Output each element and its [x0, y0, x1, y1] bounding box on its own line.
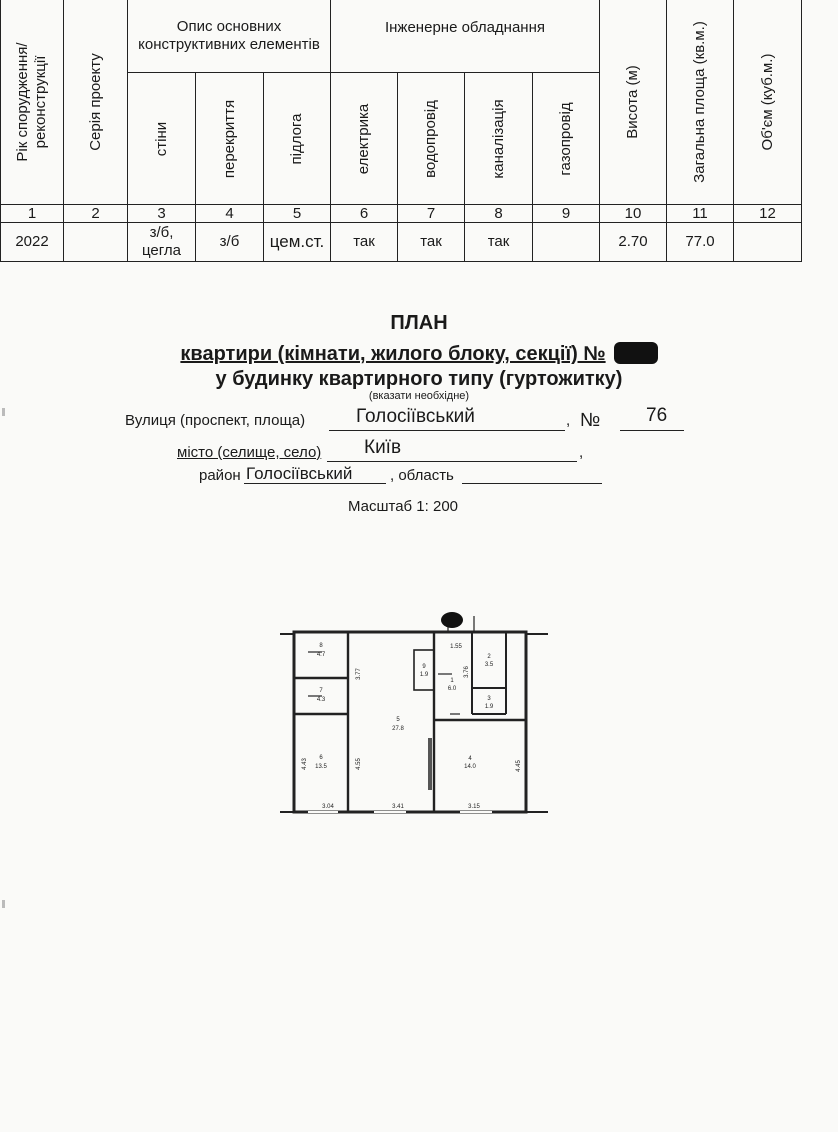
- city-value: Київ: [364, 437, 402, 458]
- value-area: 77.0: [667, 223, 734, 262]
- col-header-flooring: підлога: [264, 73, 331, 205]
- col-header-area: Загальна площа (кв.м.): [667, 0, 734, 205]
- region-label: , область: [390, 467, 454, 484]
- plan-scale: Масштаб 1: 200: [347, 498, 459, 515]
- col-header-electric: електрика: [331, 73, 398, 205]
- col-num-10: 10: [600, 205, 667, 223]
- room-6-num: 6: [319, 755, 323, 761]
- street-value: Голосіївський: [356, 406, 475, 427]
- room-8-area: 4.7: [316, 652, 326, 658]
- col-header-floors: перекриття: [196, 73, 264, 205]
- col-num-6: 6: [331, 205, 398, 223]
- plan-title: ПЛАН: [390, 312, 448, 334]
- margin-mark: [2, 900, 5, 908]
- margin-mark: [2, 408, 5, 416]
- col-num-5: 5: [264, 205, 331, 223]
- col-num-8: 8: [465, 205, 533, 223]
- col-num-1: 1: [0, 205, 64, 223]
- col-header-gas: газопровід: [533, 73, 600, 205]
- characteristics-table: [0, 0, 802, 262]
- dim-1: 1.55: [450, 644, 462, 650]
- room-7-num: 7: [319, 688, 323, 694]
- region-line: [462, 467, 602, 484]
- value-gas: [533, 223, 600, 262]
- district-label: район: [199, 467, 241, 484]
- col-num-2: 2: [64, 205, 128, 223]
- col-header-sewage: каналізація: [465, 73, 533, 205]
- city-label: місто (селище, село): [177, 444, 322, 461]
- number-label: №: [580, 410, 601, 431]
- col-header-year: Рік спорудження/ реконструкції: [0, 0, 64, 205]
- redacted-mark: [441, 612, 463, 628]
- room-6-area: 13.5: [315, 764, 327, 770]
- street-comma: ,: [566, 412, 571, 429]
- dim-5: 4.55: [356, 758, 362, 770]
- dim-3: 3.76: [464, 666, 470, 678]
- dim-2: 3.77: [356, 668, 362, 680]
- value-flooring: цем.ст.: [264, 223, 331, 262]
- dim-6: 4.45: [516, 760, 522, 772]
- plan-subtitle: [0, 342, 838, 366]
- col-num-3: 3: [128, 205, 196, 223]
- room-5-num: 5: [396, 717, 400, 723]
- value-year: 2022: [0, 223, 64, 262]
- dim-9: 3.15: [468, 804, 480, 810]
- street-label: Вулиця (проспект, площа): [125, 412, 306, 429]
- col-num-11: 11: [667, 205, 734, 223]
- redacted-apartment-number: [614, 342, 658, 364]
- value-volume: [734, 223, 802, 262]
- col-num-7: 7: [398, 205, 465, 223]
- value-water: так: [398, 223, 465, 262]
- plan-building-type: у будинку квартирного типу (гуртожитку): [215, 368, 623, 390]
- col-num-4: 4: [196, 205, 264, 223]
- room-7-area: 4.3: [316, 697, 326, 703]
- value-height: 2.70: [600, 223, 667, 262]
- dim-7: 3.04: [322, 804, 334, 810]
- col-header-water: водопровід: [398, 73, 465, 205]
- plan-subtitle-text: квартири (кімнати, жилого блоку, секції) №: [180, 343, 606, 365]
- col-num-9: 9: [533, 205, 600, 223]
- district-value: Голосіївський: [246, 464, 353, 483]
- value-series: [64, 223, 128, 262]
- value-floors: з/б: [196, 223, 264, 262]
- room-1-num: 1: [450, 678, 454, 684]
- floor-plan: [278, 610, 550, 825]
- room-1-area: 6.0: [447, 686, 457, 692]
- room-8-num: 8: [319, 643, 323, 649]
- col-header-series: Серія проекту: [64, 0, 128, 205]
- value-walls: з/б, цегла: [128, 223, 196, 262]
- room-9-area: 1.9: [419, 672, 429, 678]
- col-header-height: Висота (м): [600, 0, 667, 205]
- number-value: 76: [646, 405, 668, 426]
- dim-4: 4.43: [302, 758, 308, 770]
- value-electric: так: [331, 223, 398, 262]
- room-2-num: 2: [487, 654, 491, 660]
- col-header-volume: Об'єм (куб.м.): [734, 0, 802, 205]
- room-4-area: 14.0: [464, 764, 476, 770]
- col-num-12: 12: [734, 205, 802, 223]
- room-3-area: 1.9: [484, 704, 494, 710]
- room-5-area: 27.8: [392, 726, 404, 732]
- room-4-num: 4: [468, 756, 472, 762]
- group-header-engineering: Інженерне обладнання: [331, 0, 600, 73]
- room-3-num: 3: [487, 696, 491, 702]
- city-comma: ,: [579, 444, 584, 461]
- room-2-area: 3.5: [484, 662, 494, 668]
- dim-8: 3.41: [392, 804, 404, 810]
- value-sewage: так: [465, 223, 533, 262]
- plan-hint: (вказати необхідне): [368, 390, 470, 402]
- group-header-structure: Опис основних конструктивних елементів: [128, 0, 331, 73]
- room-9-num: 9: [422, 664, 426, 670]
- col-header-walls: стіни: [128, 73, 196, 205]
